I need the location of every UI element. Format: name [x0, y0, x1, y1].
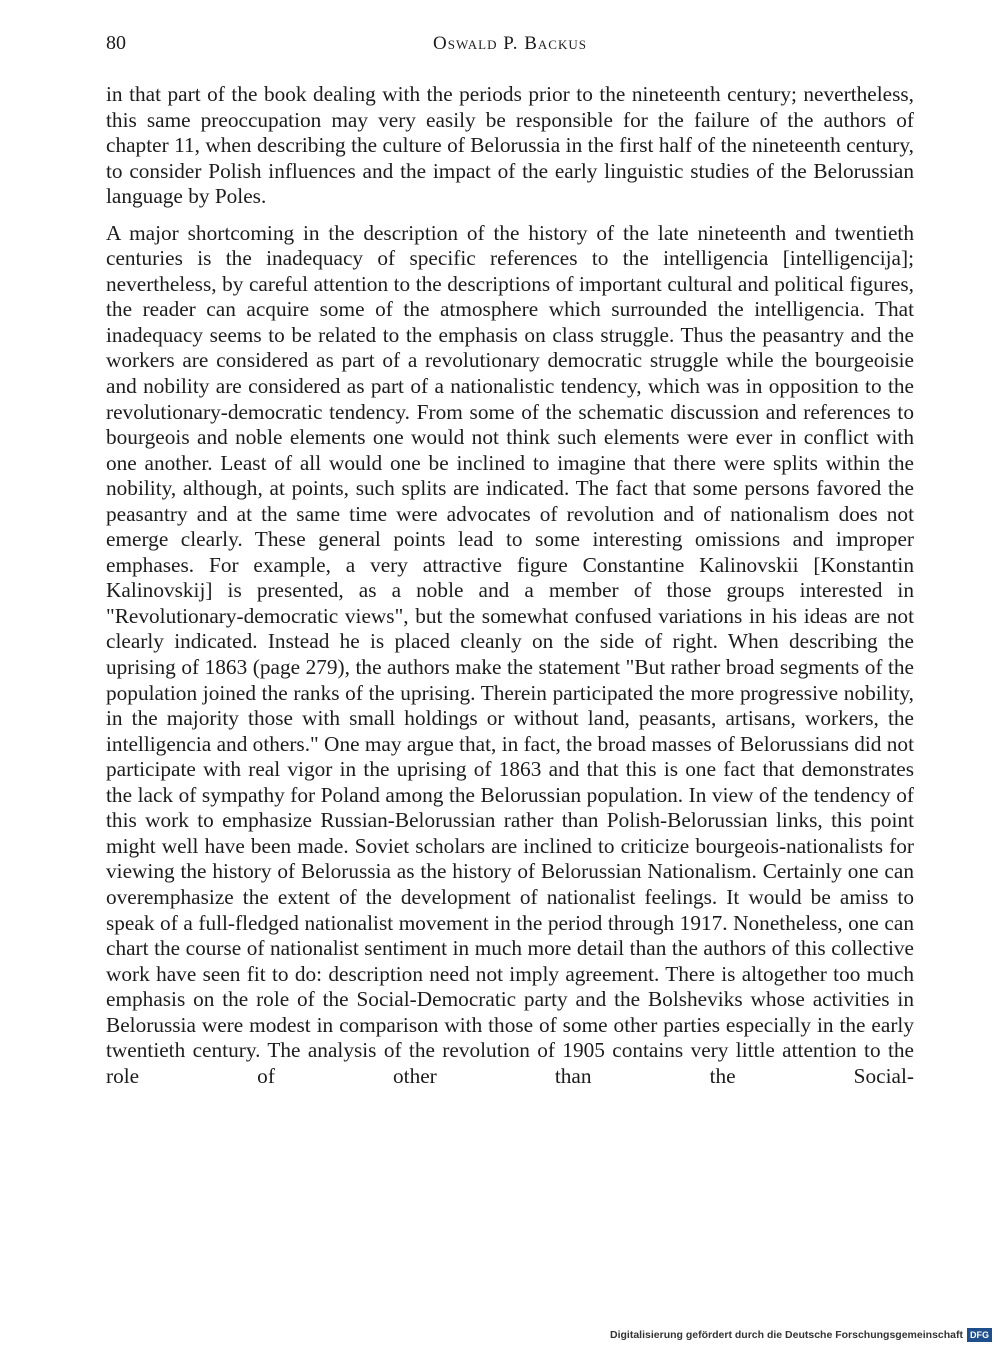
- paragraph: A major shortcoming in the description of the history of the late nineteenth and twentieth centuries is the inadequacy of specific references to the intelligencia [intelligencija]; nevertheless, by careful attention to the descriptions of important cultural and political figures, the reader can acquire some of the atmosphere which surrounded the intelligencia. That inadequacy seems to be related to the emphasis on class struggle. Thus the peasantry and the workers are considered as part of a revolutionary democratic struggle while the bourgeoisie and nobility are considered as part of a nationalistic tendency, which was in opposition to the revolutionary-democratic tendency. From some of the schematic discussion and references to bourgeois and noble elements one would not think such elements were ever in conflict with one another. Least of all would one be inclined to imagine that there were splits within the nobility, although, at points, such splits are indicated. The fact that some persons favored the peasantry and at the same time were advocates of revolution and of nationalism does not emerge clearly. These general points lead to some interesting omissions and improper emphases. For example, a very attractive figure Constantine Kalinovskii [Konstantin Kalinovskij] is presented, as a noble and a member of those groups interested in "Revolutionary-democratic views", but the somewhat confused variations in his ideas are not clearly indicated. Instead he is placed cleanly on the side of right. When describing the uprising of 1863 (page 279), the authors make the statement "But rather broad segments of the population joined the ranks of the uprising. Therein participated the more progressive nobility, in the majority those with small holdings or without land, peasants, artisans, workers, the intelligencia and others." One may argue that, in fact, the broad masses of Belorussians did not participate with real vigor in the uprising of 1863 and that this is one fact that demonstrates the lack of sympathy for Poland among the Belorussian population. In view of the tendency of this work to emphasize Russian-Belorussian rather than Polish-Belorussian links, this point might well have been made. Soviet scholars are inclined to criticize bourgeois-nationalists for viewing the history of Belorussia as the history of Belorussian Nationalism. Certainly one can overemphasize the extent of the development of nationalist feelings. It would be amiss to speak of a full-fledged nationalist movement in the period through 1917. Nonetheless, one can chart the course of nationalist sentiment in much more detail than the authors of this collective work have seen fit to do: description need not imply agreement. There is altogether too much emphasis on the role of the Social-Democratic party and the Bolsheviks whose activities in Belorussia were modest in comparison with those of some other parties especially in the early twentieth century. The analysis of the revolution of 1905 contains very little attention to the role of other than the Social-: [106, 220, 914, 1088]
- digitization-credit: [610, 1327, 992, 1343]
- credit-text: Digitalisierung gefördert durch die Deutsche Forschungsgemeinschaft: [610, 1329, 963, 1341]
- dfg-logo: DFG: [967, 1328, 992, 1342]
- paragraph: in that part of the book dealing with the periods prior to the nineteenth century; nevertheless, this same preoccupation may very easily be responsible for the failure of the authors of chapter 11, when describing the culture of Belorussia in the first half of the nineteenth century, to consider Polish influences and the impact of the early linguistic studies of the Belorussian language by Poles.: [106, 82, 914, 209]
- page-header: [106, 32, 914, 62]
- page-number: 80: [106, 32, 126, 54]
- body-text: [106, 82, 914, 1100]
- running-head: Oswald P. Backus: [433, 33, 587, 54]
